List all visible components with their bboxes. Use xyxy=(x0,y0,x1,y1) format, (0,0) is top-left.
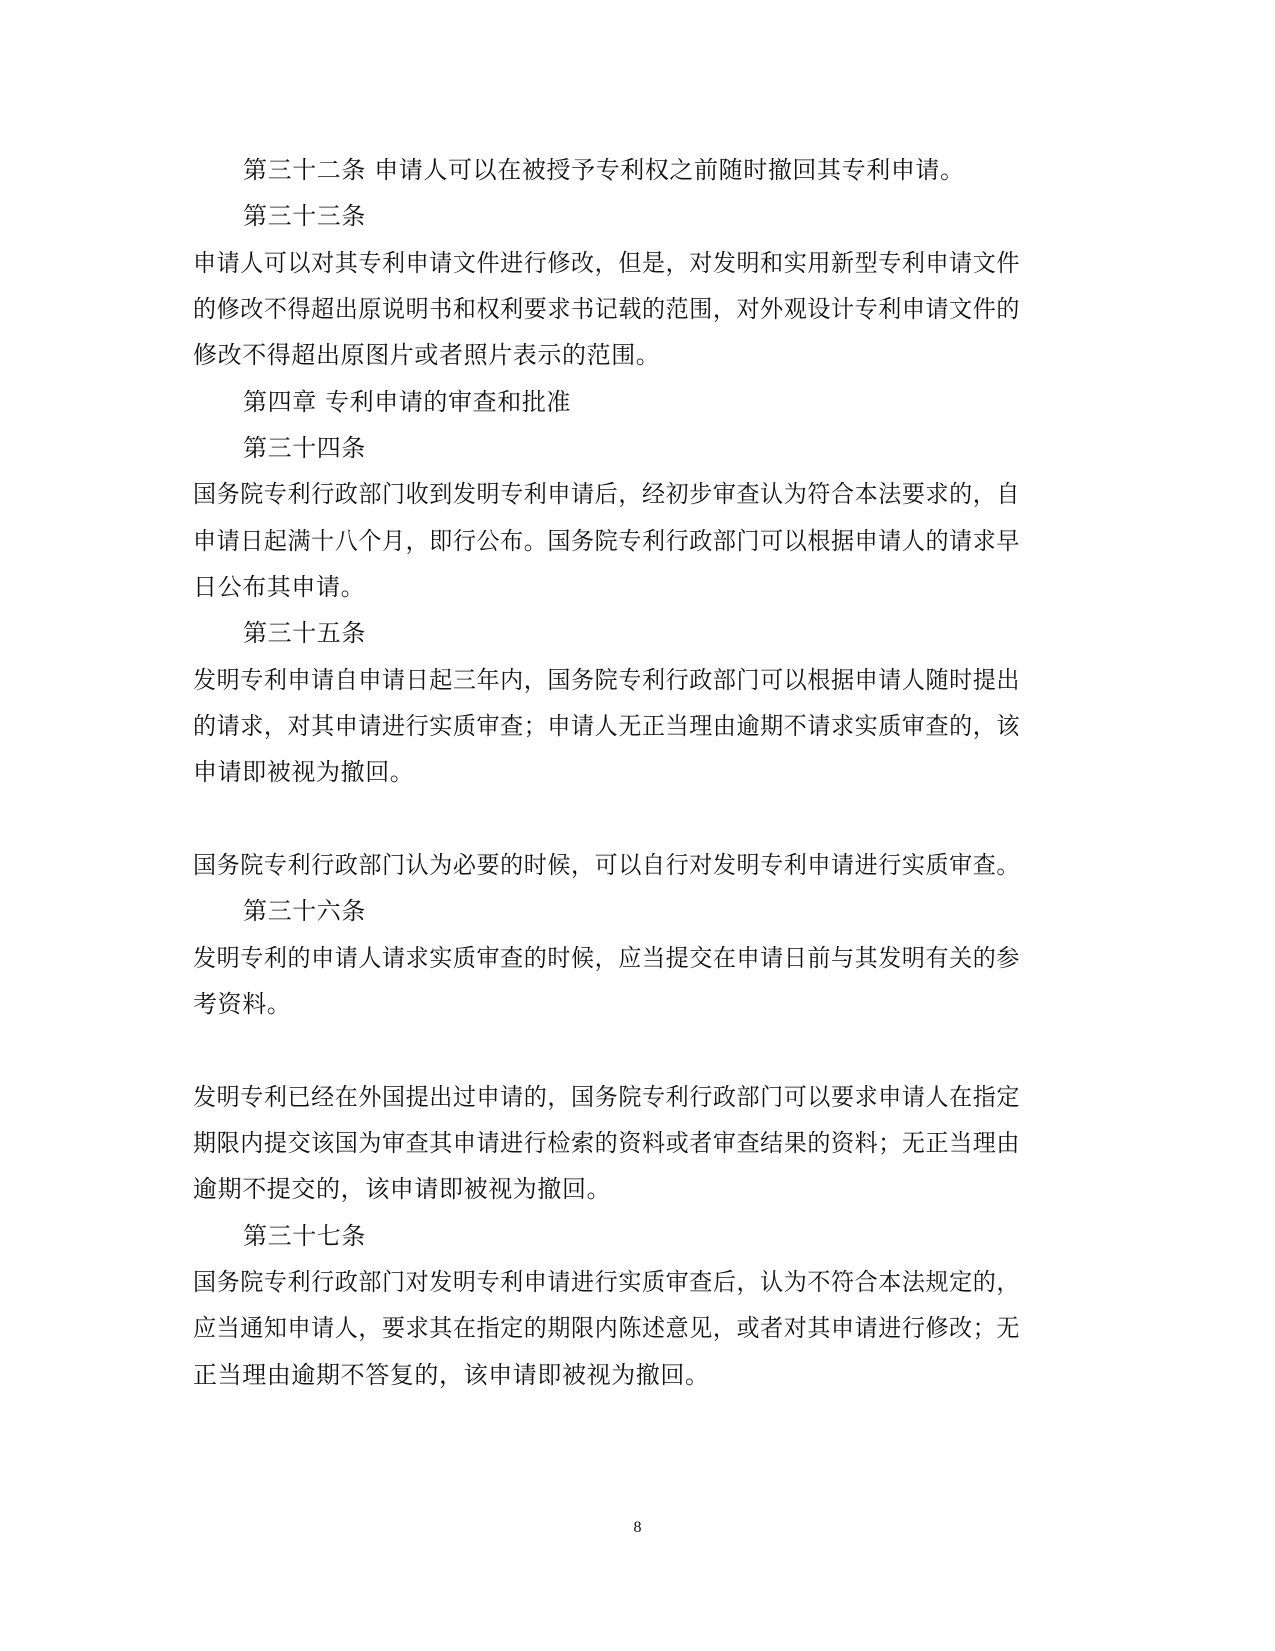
article-35-heading: 第三十五条 xyxy=(243,619,366,647)
article-36-text-line-1: 发明专利的申请人请求实质审查的时候，应当提交在申请日前与其发明有关的参 xyxy=(193,944,1020,972)
article-36-paragraph-2-line-2: 期限内提交该国为审查其申请进行检索的资料或者审查结果的资料；无正当理由 xyxy=(193,1129,1020,1157)
chapter-4-heading: 第四章 专利申请的审查和批准 xyxy=(243,388,572,416)
article-33-heading: 第三十三条 xyxy=(243,202,366,230)
article-37-text-line-3: 正当理由逾期不答复的，该申请即被视为撤回。 xyxy=(193,1361,710,1389)
article-36-paragraph-2-line-1: 发明专利已经在外国提出过申请的，国务院专利行政部门可以要求申请人在指定 xyxy=(193,1083,1020,1111)
page-number: 8 xyxy=(633,1519,642,1536)
article-36-paragraph-2-line-3: 逾期不提交的，该申请即被视为撤回。 xyxy=(193,1175,612,1203)
article-34-text-line-3: 日公布其申请。 xyxy=(193,573,366,601)
article-37-text-line-1: 国务院专利行政部门对发明专利申请进行实质审查后，认为不符合本法规定的， xyxy=(193,1268,1020,1296)
article-37-heading: 第三十七条 xyxy=(243,1222,366,1250)
article-36-text-line-2: 考资料。 xyxy=(193,990,292,1018)
article-32-text: 第三十二条 申请人可以在被授予专利权之前随时撤回其专利申请。 xyxy=(243,156,965,184)
article-36-heading: 第三十六条 xyxy=(243,897,366,925)
article-34-text-line-1: 国务院专利行政部门收到发明专利申请后，经初步审查认为符合本法要求的，自 xyxy=(193,480,1020,508)
article-35-text-line-3: 申请即被视为撤回。 xyxy=(193,758,415,786)
article-35-paragraph-2: 国务院专利行政部门认为必要的时候，可以自行对发明专利申请进行实质审查。 xyxy=(193,851,1020,879)
article-33-text-line-3: 修改不得超出原图片或者照片表示的范围。 xyxy=(193,341,661,369)
article-35-text-line-2: 的请求，对其申请进行实质审查；申请人无正当理由逾期不请求实质审查的，该 xyxy=(193,712,1020,740)
article-33-text-line-1: 申请人可以对其专利申请文件进行修改，但是，对发明和实用新型专利申请文件 xyxy=(193,249,1020,277)
article-35-text-line-1: 发明专利申请自申请日起三年内，国务院专利行政部门可以根据申请人随时提出 xyxy=(193,666,1020,694)
article-34-heading: 第三十四条 xyxy=(243,434,366,462)
article-34-text-line-2: 申请日起满十八个月，即行公布。国务院专利行政部门可以根据申请人的请求早 xyxy=(193,527,1020,555)
article-33-text-line-2: 的修改不得超出原说明书和权利要求书记载的范围，对外观设计专利申请文件的 xyxy=(193,295,1020,323)
article-37-text-line-2: 应当通知申请人，要求其在指定的期限内陈述意见，或者对其申请进行修改；无 xyxy=(193,1314,1020,1342)
